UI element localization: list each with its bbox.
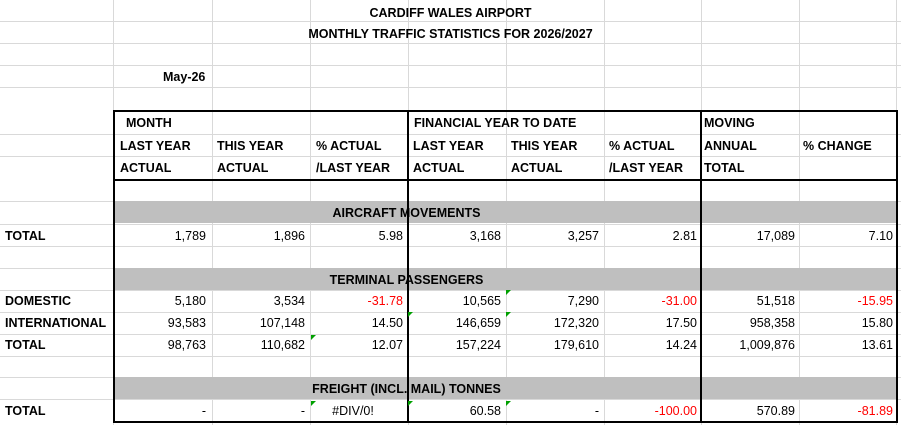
header-per-last-year: /LAST YEAR — [609, 161, 684, 175]
passengers_total-month-this-year-cell[interactable]: 110,682 — [260, 338, 305, 352]
freight_total-month-pct-actual-cell[interactable]: #DIV/0! — [332, 404, 374, 418]
header-fytd: FINANCIAL YEAR TO DATE — [414, 116, 577, 130]
page-subtitle: MONTHLY TRAFFIC STATISTICS FOR 2026/2027 — [308, 27, 593, 41]
international-month-last-year-cell[interactable]: 93,583 — [167, 316, 206, 330]
gridline — [0, 356, 901, 357]
table-border-left — [113, 110, 115, 423]
row-label-international: INTERNATIONAL — [5, 316, 107, 330]
domestic-month-last-year-cell[interactable]: 5,180 — [174, 294, 206, 308]
header-pct-change: % CHANGE — [803, 139, 872, 153]
aircraft_total-pct-change-cell[interactable]: 7.10 — [868, 229, 893, 243]
passengers_total-fytd-pct-actual-cell[interactable]: 14.24 — [665, 338, 697, 352]
domestic-fytd-pct-actual-cell[interactable]: -31.00 — [661, 294, 697, 308]
error-indicator-icon — [408, 401, 413, 406]
aircraft_total-month-last-year-cell[interactable]: 1,789 — [174, 229, 206, 243]
international-month-pct-actual-cell[interactable]: 14.50 — [371, 316, 403, 330]
international-fytd-last-year-cell[interactable]: 146,659 — [455, 316, 501, 330]
row-label-domestic: DOMESTIC — [5, 294, 71, 308]
section-freight: FREIGHT (INCL. MAIL) TONNES — [312, 382, 501, 396]
passengers_total-fytd-last-year-cell[interactable]: 157,224 — [455, 338, 501, 352]
section-terminal-passengers: TERMINAL PASSENGERS — [329, 273, 484, 287]
row-label-passengers-total: TOTAL — [5, 338, 46, 352]
table-border-divider — [700, 110, 702, 423]
header-actual: ACTUAL — [413, 161, 465, 175]
international-pct-change-cell[interactable]: 15.80 — [861, 316, 893, 330]
aircraft_total-moving-annual-total-cell[interactable]: 17,089 — [756, 229, 795, 243]
error-indicator-icon — [408, 312, 413, 317]
passengers_total-moving-annual-total-cell[interactable]: 1,009,876 — [739, 338, 795, 352]
table-border-right — [896, 110, 898, 423]
freight_total-fytd-pct-actual-cell[interactable]: -100.00 — [654, 404, 697, 418]
freight_total-fytd-last-year-cell[interactable]: 60.58 — [469, 404, 501, 418]
aircraft_total-fytd-this-year-cell[interactable]: 3,257 — [567, 229, 599, 243]
error-indicator-icon — [506, 312, 511, 317]
header-this-year: THIS YEAR — [217, 139, 284, 153]
header-this-year: THIS YEAR — [511, 139, 578, 153]
header-actual: ACTUAL — [120, 161, 172, 175]
domestic-fytd-last-year-cell[interactable]: 10,565 — [462, 294, 501, 308]
freight_total-month-this-year-cell[interactable]: - — [300, 404, 305, 418]
header-per-last-year: /LAST YEAR — [316, 161, 391, 175]
header-last-year: LAST YEAR — [120, 139, 191, 153]
aircraft_total-fytd-pct-actual-cell[interactable]: 2.81 — [672, 229, 697, 243]
international-month-this-year-cell[interactable]: 107,148 — [259, 316, 305, 330]
international-fytd-pct-actual-cell[interactable]: 17.50 — [665, 316, 697, 330]
table-border-header — [113, 179, 898, 181]
domestic-moving-annual-total-cell[interactable]: 51,518 — [756, 294, 795, 308]
aircraft_total-month-this-year-cell[interactable]: 1,896 — [273, 229, 305, 243]
passengers_total-fytd-this-year-cell[interactable]: 179,610 — [553, 338, 599, 352]
row-label-freight-total: TOTAL — [5, 404, 46, 418]
page-title: CARDIFF WALES AIRPORT — [369, 6, 532, 20]
passengers_total-month-last-year-cell[interactable]: 98,763 — [167, 338, 206, 352]
table-border-divider — [407, 110, 409, 423]
freight_total-fytd-this-year-cell[interactable]: - — [594, 404, 599, 418]
header-pct-actual: % ACTUAL — [316, 139, 382, 153]
section-aircraft-movements: AIRCRAFT MOVEMENTS — [332, 206, 481, 220]
domestic-pct-change-cell[interactable]: -15.95 — [857, 294, 893, 308]
passengers_total-month-pct-actual-cell[interactable]: 12.07 — [371, 338, 403, 352]
aircraft_total-fytd-last-year-cell[interactable]: 3,168 — [469, 229, 501, 243]
header-actual: ACTUAL — [511, 161, 563, 175]
header-last-year: LAST YEAR — [413, 139, 484, 153]
header-month: MONTH — [126, 116, 172, 130]
freight_total-moving-annual-total-cell[interactable]: 570.89 — [756, 404, 795, 418]
row-label-aircraft-total: TOTAL — [5, 229, 46, 243]
error-indicator-icon — [506, 290, 511, 295]
domestic-month-pct-actual-cell[interactable]: -31.78 — [367, 294, 403, 308]
gridline — [0, 87, 901, 88]
error-indicator-icon — [506, 401, 511, 406]
error-indicator-icon — [311, 335, 316, 340]
header-pct-actual: % ACTUAL — [609, 139, 675, 153]
header-annual: ANNUAL — [704, 139, 757, 153]
passengers_total-pct-change-cell[interactable]: 13.61 — [861, 338, 893, 352]
freight_total-month-last-year-cell[interactable]: - — [201, 404, 206, 418]
header-moving: MOVING — [704, 116, 755, 130]
header-total: TOTAL — [704, 161, 745, 175]
header-actual: ACTUAL — [217, 161, 269, 175]
aircraft_total-month-pct-actual-cell[interactable]: 5.98 — [378, 229, 403, 243]
international-fytd-this-year-cell[interactable]: 172,320 — [553, 316, 599, 330]
international-moving-annual-total-cell[interactable]: 958,358 — [749, 316, 795, 330]
gridline — [0, 65, 901, 66]
domestic-fytd-this-year-cell[interactable]: 7,290 — [567, 294, 599, 308]
domestic-month-this-year-cell[interactable]: 3,534 — [273, 294, 305, 308]
report-month: May-26 — [163, 70, 206, 84]
freight_total-pct-change-cell[interactable]: -81.89 — [857, 404, 893, 418]
error-indicator-icon — [311, 401, 316, 406]
